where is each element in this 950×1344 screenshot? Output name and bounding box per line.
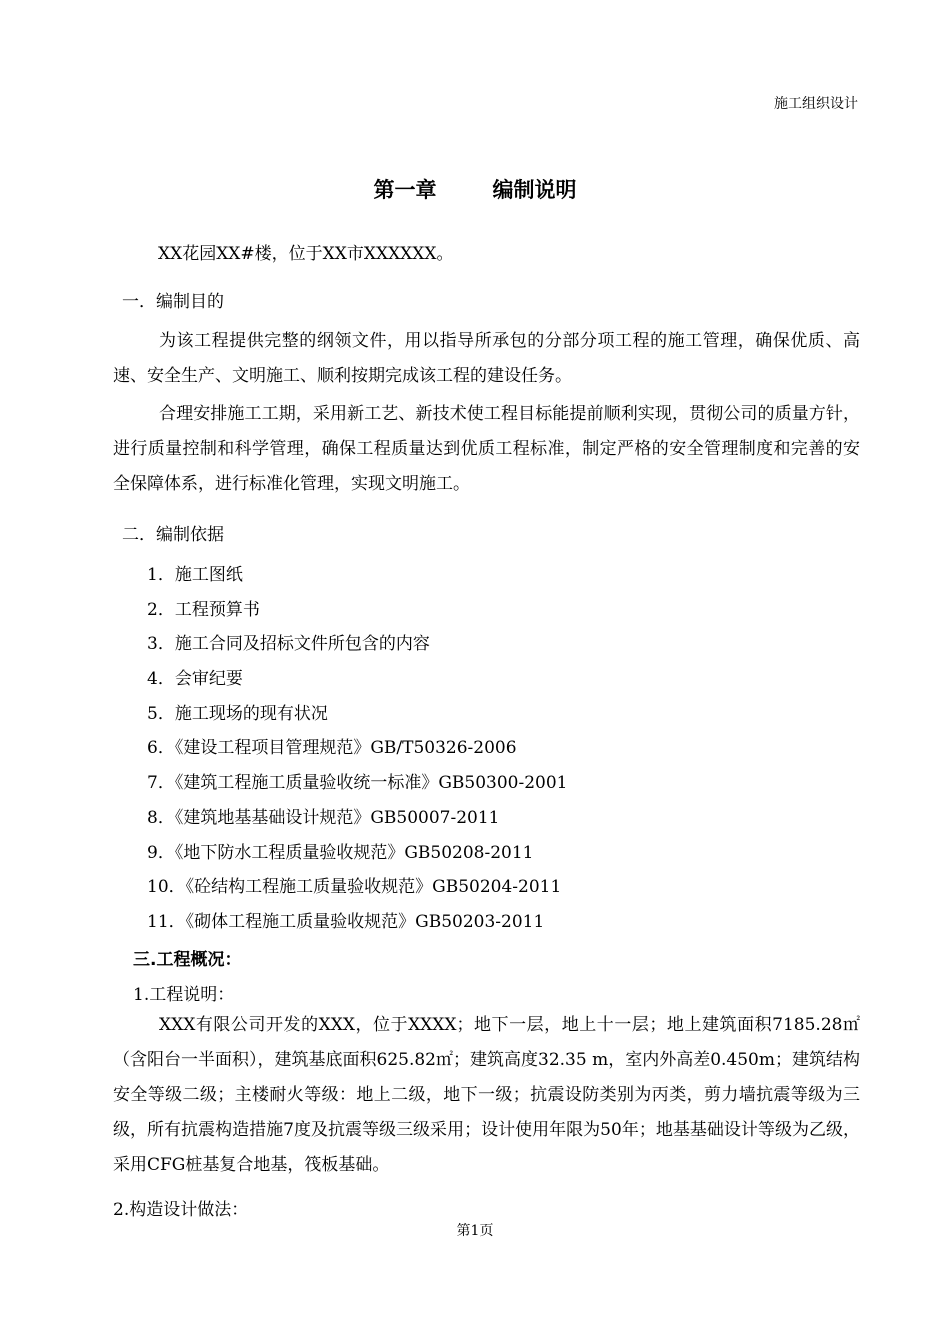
chapter-name: 编制说明 [492,178,577,202]
subheading-project-description: 1.工程说明： [133,985,235,1005]
overview-paragraph: XXX有限公司开发的XXX，位于XXXX；地下一层，地上十一层；地上建筑面积7185.28㎡（含阳台一半面积），建筑基底面积625.82㎡；建筑高度32.35 m，室内外高差0.450m；建筑结构安全等级二级；主楼耐火等级：地上二级，地下一级；抗震设防类别为丙类，剪力墙抗震等级为三级，所有抗震构造措施7度及抗震等级三级采用；设计使用年限为50年；地基基础设计等级为乙级，采用CFG桩基复合地基，筏板基础。 [113,1015,860,1175]
list-item: 7．《建筑工程施工质量验收统一标准》GB50300-2001 [147,773,568,794]
list-item: 3．施工合同及招标文件所包含的内容 [147,634,430,655]
list-item: 8．《建筑地基基础设计规范》GB50007-2011 [147,807,500,828]
section-heading-basis: 二．编制依据 [122,525,224,545]
page-header: 施工组织设计 [774,96,858,112]
list-item: 4．会审纪要 [147,669,243,690]
chapter-title [0,174,950,204]
section-heading-purpose: 一．编制目的 [122,292,224,312]
list-item: 2．工程预算书 [147,599,260,620]
list-item: 9．《地下防水工程质量验收规范》GB50208-2011 [147,842,534,863]
list-item: 5．施工现场的现有状况 [147,703,328,724]
section-heading-overview: 三.工程概况： [133,950,242,970]
page-number: 第1页 [456,1223,494,1239]
chapter-number: 第一章 [373,178,437,202]
basis-list [147,560,567,942]
intro-line: XX花园XX#楼，位于XX市XXXXXX。 [158,244,454,264]
purpose-paragraph-2: 合理安排施工工期，采用新工艺、新技术使工程目标能提前顺利实现，贯彻公司的质量方针，进行质量控制和科学管理，确保工程质量达到优质工程标准，制定严格的安全管理制度和完善的安全保障体系，进行标准化管理，实现文明施工。 [113,404,860,494]
list-item: 10．《砼结构工程施工质量验收规范》GB50204-2011 [147,877,562,898]
list-item: 6．《建设工程项目管理规范》GB/T50326-2006 [147,738,517,759]
list-item: 11．《砌体工程施工质量验收规范》GB50203-2011 [147,911,545,932]
subheading-construction-details: 2.构造设计做法： [113,1200,249,1220]
list-item: 1．施工图纸 [147,565,243,585]
purpose-paragraph-1: 为该工程提供完整的纲领文件，用以指导所承包的分部分项工程的施工管理，确保优质、高速、安全生产、文明施工、顺利按期完成该工程的建设任务。 [113,331,860,386]
